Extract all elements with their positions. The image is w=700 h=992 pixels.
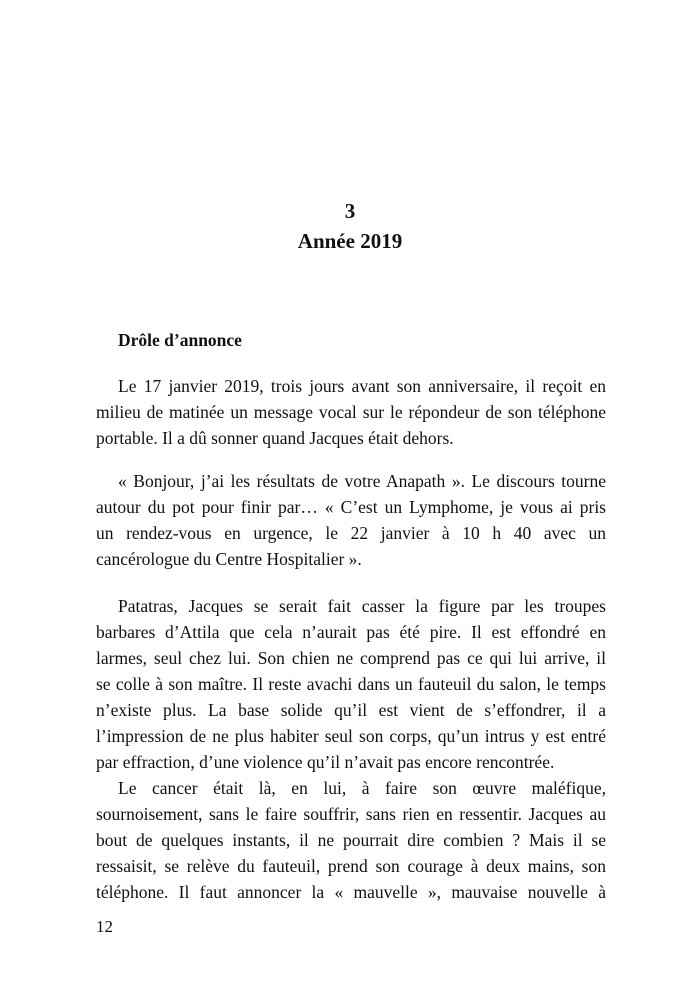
chapter-title: Année 2019 — [297, 229, 403, 253]
chapter-number: 3 — [344, 199, 356, 223]
text-line: barbares d’Attila que cela n’aurait pas été pire. Il est effondré en — [96, 622, 606, 642]
text-line: Le 17 janvier 2019, trois jours avant son anniversaire, il reçoit en — [118, 376, 606, 396]
text-line: cancérologue du Centre Hospitalier ». — [96, 549, 362, 569]
paragraph — [96, 468, 606, 572]
text-line: bout de quelques instants, il ne pourrait dire combien ? Mais il se — [96, 830, 606, 850]
text-line: milieu de matinée un message vocal sur le répondeur de son téléphone — [96, 402, 606, 422]
text-line: Patatras, Jacques se serait fait casser la figure par les troupes — [118, 596, 606, 616]
text-line: n’existe plus. La base solide qu’il est vient de s’effondrer, il a — [96, 700, 606, 720]
text-line: autour du pot pour finir par… « C’est un Lymphome, je vous ai pris — [96, 497, 606, 517]
text-line: Le cancer était là, en lui, à faire son œuvre maléfique, — [118, 778, 606, 798]
text-line: larmes, seul chez lui. Son chien ne comprend pas ce qui lui arrive, il — [96, 648, 606, 668]
paragraph — [96, 373, 606, 451]
paragraph — [96, 593, 606, 775]
page-number: 12 — [96, 917, 113, 936]
text-line: sournoisement, sans le faire souffrir, sans rien en ressentir. Jacques au — [96, 804, 606, 824]
text-line: l’impression de ne plus habiter seul son corps, qu’un intrus y est entré — [96, 726, 606, 746]
text-line: portable. Il a dû sonner quand Jacques était dehors. — [96, 428, 454, 448]
text-line: « Bonjour, j’ai les résultats de votre Anapath ». Le discours tourne — [118, 471, 606, 491]
text-line: téléphone. Il faut annoncer la « mauvelle », mauvaise nouvelle à — [96, 882, 606, 902]
section-heading: Drôle d’annonce — [118, 330, 242, 350]
paragraph — [96, 775, 606, 905]
text-line: un rendez-vous en urgence, le 22 janvier à 10 h 40 avec un — [96, 523, 606, 543]
text-line: ressaisit, se relève du fauteuil, prend son courage à deux mains, son — [96, 856, 606, 876]
text-line: se colle à son maître. Il reste avachi dans un fauteuil du salon, le temps — [96, 674, 606, 694]
text-line: par effraction, d’une violence qu’il n’avait pas encore rencontrée. — [96, 752, 555, 772]
